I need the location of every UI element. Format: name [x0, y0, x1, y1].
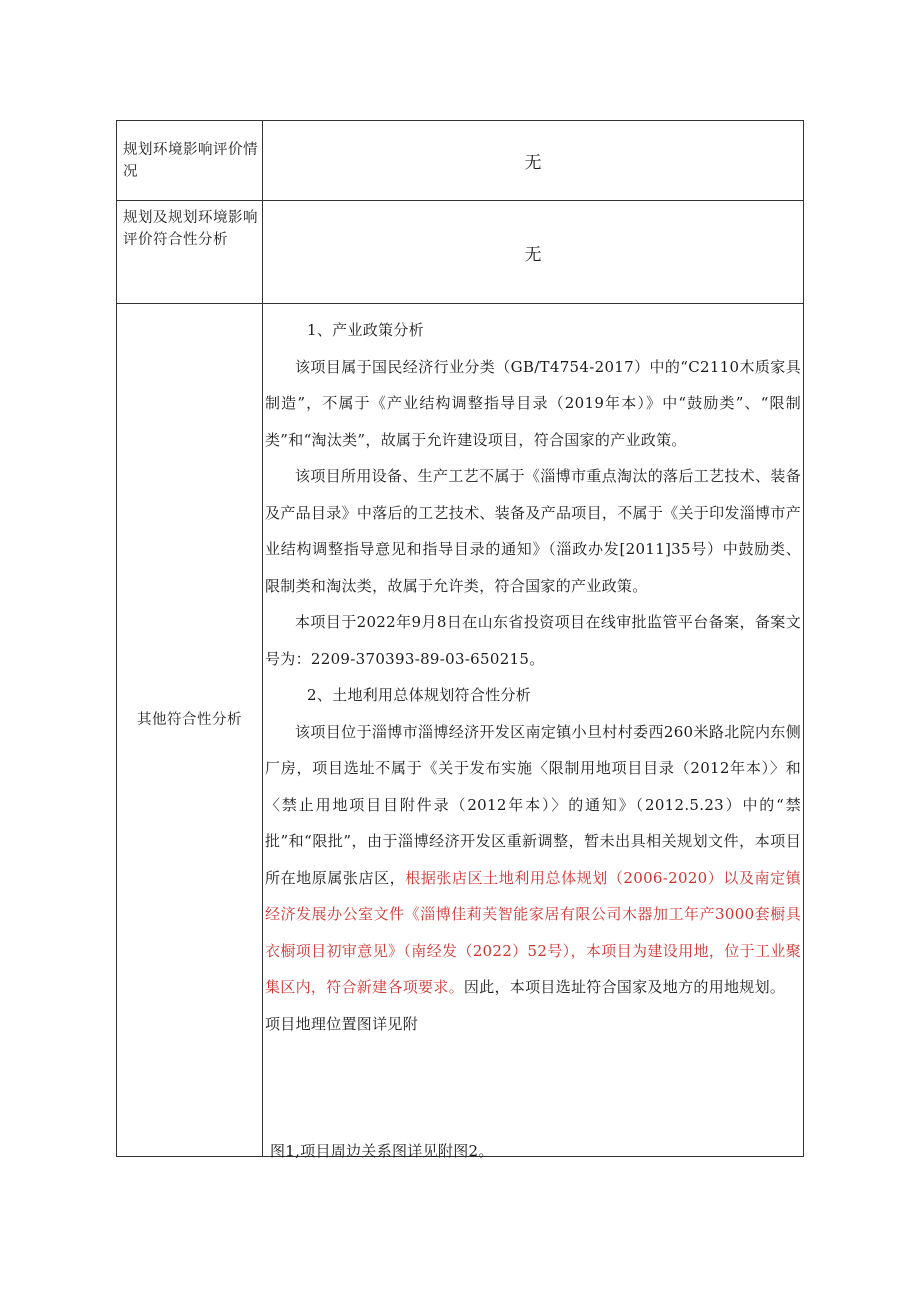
paragraph-filing-record: 本项目于2022年9月8日在山东省投资项目在线审批监管平台备案，备案文号为：2209-370393-89-03-650215。	[265, 613, 801, 668]
paragraph-land-use	[265, 714, 801, 1006]
land-use-conclusion: 因此，本项目选址符合国家及地方的用地规划。	[463, 978, 786, 996]
row-label-planning-eia: 规划环境影响评价情况	[117, 121, 263, 201]
row-value-planning-eia: 无	[263, 121, 804, 201]
table-row	[117, 121, 804, 201]
paragraph-equipment-process: 该项目所用设备、生产工艺不属于《淄博市重点淘汰的落后工艺技术、装备及产品目录》中落后的工艺技术、装备及产品项目，不属于《关于印发淄博市产业结构调整指导意见和指导目录的通知》（淄政办发[2011]35号）中鼓励类、限制类和淘汰类，故属于允许类，符合国家的产业政策。	[265, 467, 801, 595]
land-use-text: 该项目位于淄博市淄博经济开发区南定镇小旦村村委西260米路北院内东侧厂房，项目选址不属于《关于发布实施〈限制用地项目目录（2012年本）〉和〈禁止用地项目目附件录（2012年本）〉的通知》（2012.5.23）中的“禁批”和“限批”，由于淄博经济开发区重新调整，暂未出具相关规划文件，本项目所在地原属张店区，	[265, 722, 801, 887]
table-row	[117, 304, 804, 1157]
section-heading-land-use: 2、土地利用总体规划符合性分析	[307, 686, 532, 704]
land-use-highlight: 根据张店区土地利用总体规划（2006-2020）以及南定镇经济发展办公室文件《淄博佳莉芙智能家居有限公司木器加工年产3000套橱具衣橱项目初审意见》（南经发（2022）52号），本项目为建设用地，位于工业聚集区内，符合新建各项要求。	[265, 868, 802, 996]
other-compliance-content	[263, 304, 804, 1157]
paragraph-location-map: 项目地理位置图详见附	[265, 1014, 419, 1033]
row-value-planning-compliance: 无	[263, 201, 804, 304]
table-row	[117, 201, 804, 304]
paragraph-industry-classification: 该项目属于国民经济行业分类（GB/T4754-2017）中的“C2110木质家具制造”，不属于《产业结构调整指导目录（2019年本）》中“鼓励类”、“限制类”和“淘汰类”，故属于允许建设项目，符合国家的产业政策。	[265, 357, 801, 449]
row-label-planning-compliance: 规划及规划环境影响评价符合性分析	[117, 201, 263, 304]
row-label-other-compliance: 其他符合性分析	[117, 304, 263, 1157]
assessment-table	[116, 120, 804, 1157]
section-heading-industry-policy: 1、产业政策分析	[307, 321, 424, 339]
figure-caption: 图1,项目周边关系图详见附图2。	[270, 1142, 494, 1160]
